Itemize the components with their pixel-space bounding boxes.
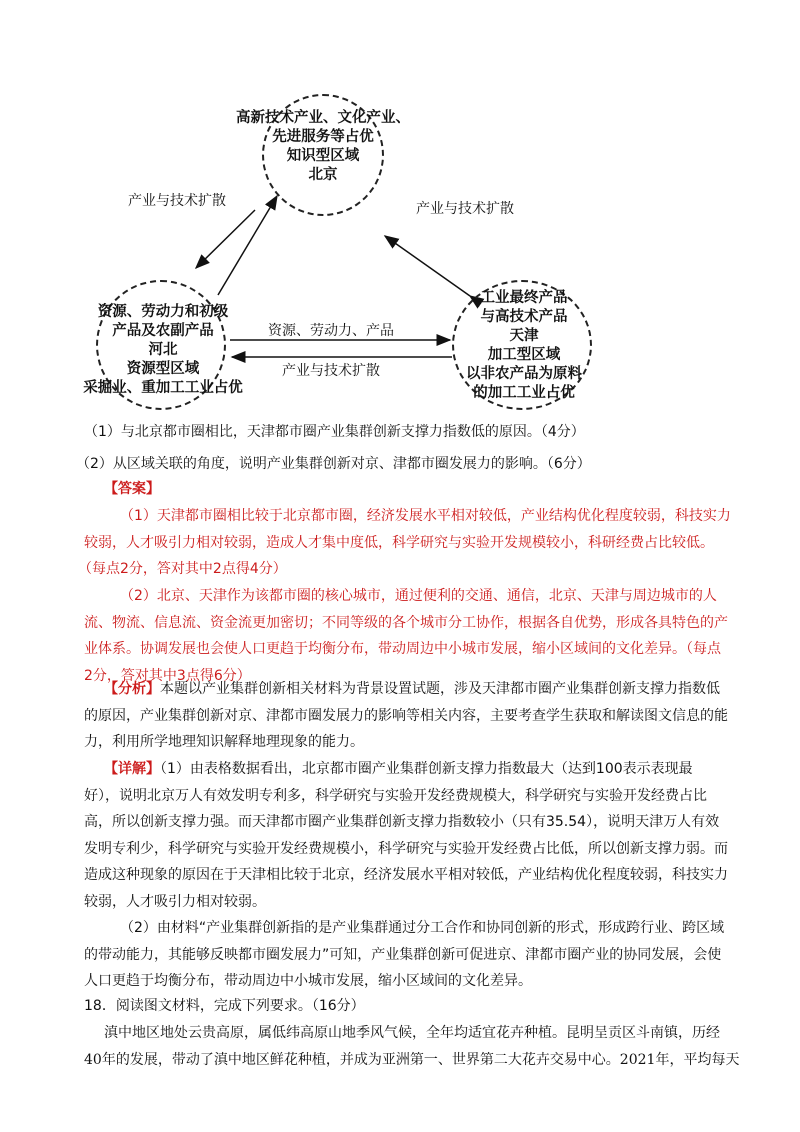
detail-line: 造成这种现象的原因在于天津相比较于北京，经济发展水平相对较低，产业结构优化程度较弱，科技实力: [84, 867, 728, 883]
answer-2-line: 业体系。协调发展也会使人口更趋于均衡分布，带动周边中小城市发展，缩小区域间的文化差异。（每点: [84, 641, 721, 657]
beijing-line: 高新技术产业、文化产业、: [236, 109, 410, 126]
detail-section: [84, 756, 744, 915]
answer-2: [84, 583, 744, 689]
answer-label: 【答案】: [104, 481, 160, 497]
arrow-hb-to-bj: [218, 196, 277, 295]
tianjin-line: 的加工工业占优: [473, 384, 575, 401]
hebei-line: 资源、劳动力和初级: [97, 303, 229, 320]
hebei-node: [68, 302, 258, 397]
answer-2-line: 流、物流、信息流、资金流更加密切；不同等级的各个城市分工协作，根据各自优势，形成各具特色的产: [84, 614, 728, 631]
tianjin-line: 与高技术产品: [480, 308, 568, 325]
detail-2-line: （2）由材料“产业集群创新指的是产业集群通过分工合作和协同创新的形式，形成跨行业、跨区域: [120, 920, 725, 936]
beijing-line: 知识型区域: [286, 147, 360, 164]
answer-1: [78, 503, 744, 583]
hebei-line: 采掘业、重加工工业占优: [83, 379, 243, 396]
detail-line: 较弱，人才吸引力相对较弱。: [84, 893, 266, 910]
beijing-line: 北京: [308, 166, 338, 183]
detail-line: 好），说明北京万人有效发明专利多，科学研究与实验开发经费规模大，科学研究与实验开发经费占比: [84, 787, 707, 804]
industry-diagram: [0, 0, 800, 420]
answer-1-line: （每点2分，答对其中2点得4分）: [78, 561, 287, 577]
detail-line: 高，所以创新支撑力强。而天津都市圈产业集群创新支撑力指数较小（只有35.54），说明天津万人有效: [84, 814, 720, 830]
detail-line: 发明专利少，科学研究与实验开发经费规模小，科学研究与实验开发经费占比低，所以创新支撑力弱。而: [84, 840, 728, 857]
edge-label-bj-hb: 产业与技术扩散: [128, 193, 226, 209]
detail-2-line: 的带动能力，其能够反映都市圈发展力”可知，产业集群创新可促进京、津都市圈产业的协同发展，会使: [84, 946, 722, 963]
answer-tag: [104, 476, 160, 503]
edge-label-bj-tj: 产业与技术扩散: [416, 201, 514, 217]
tianjin-line: 以非农产品为原料: [466, 365, 582, 382]
analysis-line: 本题以产业集群创新相关材料为背景设置试题，涉及天津都市圈产业集群创新支撑力指数低: [160, 681, 720, 697]
arrow-bj-tj: [385, 236, 470, 296]
answer-2-line: 2分，答对其中3点得6分）: [84, 667, 251, 684]
arrow-bj-to-hb: [196, 210, 255, 268]
tianjin-node: [444, 288, 604, 402]
question-1: （1）与北京都市圈相比，天津都市圈产业集群创新支撑力指数低的原因。（4分）: [84, 424, 585, 440]
analysis-line: 力，利用所学地理知识解释地理现象的能力。: [84, 734, 364, 750]
answer-2-line: （2）北京、天津作为该都市圈的核心城市，通过便利的交通、通信，北京、天津与周边城市的人: [120, 588, 717, 604]
detail-line: （1）由表格数据看出，北京都市圈产业集群创新支撑力指数最大（达到100表示表现最: [160, 761, 693, 777]
hebei-line: 河北: [148, 341, 178, 358]
detail-2-line: 人口更趋于均衡分布，带动周边中小城市发展，缩小区域间的文化差异。: [84, 973, 532, 989]
edge-label-tj-to-hb: 产业与技术扩散: [282, 363, 380, 379]
beijing-node: [218, 108, 428, 184]
q18-line: 40年的发展，带动了滇中地区鲜花种植，并成为亚洲第一、世界第二大花卉交易中心。2021年，平均每天: [84, 1051, 740, 1068]
question-2: （2）从区域关联的角度，说明产业集群创新对京、津都市圈发展力的影响。（6分）: [76, 456, 591, 472]
tianjin-line: 加工型区域: [487, 346, 561, 363]
question-18-material: [84, 1020, 744, 1073]
detail-label: 【详解】: [104, 761, 160, 777]
edge-label-hb-to-tj: 资源、劳动力、产品: [268, 323, 394, 339]
analysis-section: [84, 676, 744, 756]
detail-2: [84, 915, 744, 995]
tianjin-line: 工业最终产品: [480, 289, 568, 306]
analysis-line: 的原因，产业集群创新对京、津都市圈发展力的影响等相关内容，主要考查学生获取和解读图文信息的能: [84, 707, 728, 724]
question-18-title: 18．阅读图文材料，完成下列要求。（16分）: [84, 998, 365, 1014]
q18-line: 滇中地区地处云贵高原，属低纬高原山地季风气候，全年均适宜花卉种植。昆明呈贡区斗南镇，历经: [104, 1025, 720, 1041]
answer-1-line: （1）天津都市圈相比较于北京都市圈，经济发展水平相对较低，产业结构优化程度较弱，科技实力: [120, 508, 731, 524]
tianjin-line: 天津: [509, 327, 539, 344]
answer-1-line: 较弱，人才吸引力相对较弱，造成人才集中度低，科学研究与实验开发规模较小，科研经费占比较低。: [84, 534, 714, 551]
hebei-line: 资源型区域: [126, 360, 200, 377]
analysis-label: 【分析】: [104, 681, 160, 697]
hebei-line: 产品及农副产品: [112, 322, 214, 339]
beijing-line: 先进服务等占优: [272, 128, 374, 145]
